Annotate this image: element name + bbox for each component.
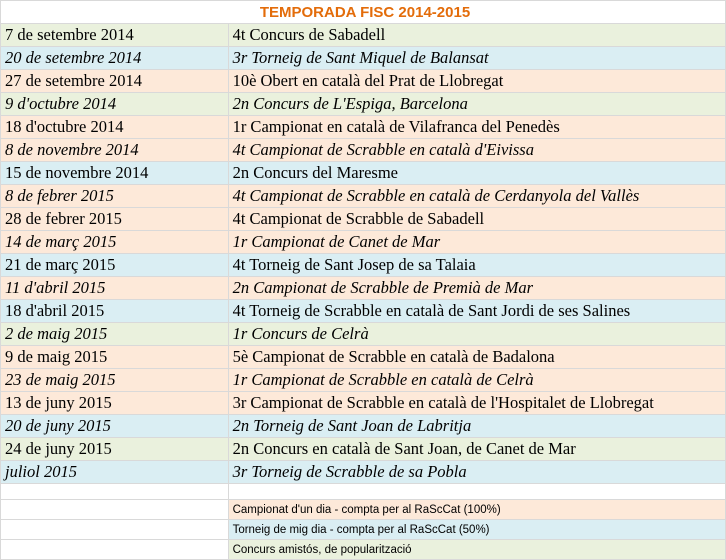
event-row [1,70,726,93]
event-name: 2n Concurs de L'Espiga, Barcelona [228,93,725,116]
event-name: 1r Concurs de Celrà [228,323,725,346]
event-row [1,346,726,369]
event-date: 28 de febrer 2015 [1,208,229,231]
event-date: 11 d'abril 2015 [1,277,229,300]
event-name: 3r Torneig de Scrabble de sa Pobla [228,461,725,484]
event-date: 15 de novembre 2014 [1,162,229,185]
event-name: 2n Campionat de Scrabble de Premià de Mar [228,277,725,300]
event-date: 9 de maig 2015 [1,346,229,369]
event-row [1,93,726,116]
event-row [1,438,726,461]
event-name: 2n Concurs en català de Sant Joan, de Canet de Mar [228,438,725,461]
empty-cell [228,484,725,500]
event-date: 13 de juny 2015 [1,392,229,415]
legend-row [1,540,726,560]
event-date: 27 de setembre 2014 [1,70,229,93]
event-date: 24 de juny 2015 [1,438,229,461]
empty-row [1,484,726,500]
event-row [1,369,726,392]
event-row [1,300,726,323]
event-row [1,415,726,438]
event-name: 2n Concurs del Maresme [228,162,725,185]
event-row [1,277,726,300]
event-date: 21 de març 2015 [1,254,229,277]
event-name: 3r Torneig de Sant Miquel de Balansat [228,47,725,70]
event-row [1,461,726,484]
event-date: 20 de setembre 2014 [1,47,229,70]
event-row [1,185,726,208]
event-row [1,139,726,162]
event-date: 14 de març 2015 [1,231,229,254]
event-row [1,254,726,277]
event-name: 4t Torneig de Scrabble en català de Sant Jordi de ses Salines [228,300,725,323]
event-date: 8 de febrer 2015 [1,185,229,208]
season-title: TEMPORADA FISC 2014-2015 [1,1,726,24]
event-name: 1r Campionat de Scrabble en català de Celrà [228,369,725,392]
event-date: 8 de novembre 2014 [1,139,229,162]
season-calendar-body [1,1,726,560]
event-row [1,323,726,346]
event-row [1,208,726,231]
event-name: 1r Campionat de Canet de Mar [228,231,725,254]
legend-row [1,500,726,520]
event-date: 9 d'octubre 2014 [1,93,229,116]
event-name: 4t Campionat de Scrabble de Sabadell [228,208,725,231]
event-name: 5è Campionat de Scrabble en català de Badalona [228,346,725,369]
event-date: 2 de maig 2015 [1,323,229,346]
legend-entry: Torneig de mig dia - compta per al RaScCat (50%) [228,520,725,540]
event-name: 4t Campionat de Scrabble en català de Cerdanyola del Vallès [228,185,725,208]
event-row [1,231,726,254]
event-row [1,24,726,47]
event-name: 10è Obert en català del Prat de Llobregat [228,70,725,93]
title-row [1,1,726,24]
event-name: 3r Campionat de Scrabble en català de l'Hospitalet de Llobregat [228,392,725,415]
legend-spacer-cell [1,540,229,560]
event-name: 4t Torneig de Sant Josep de sa Talaia [228,254,725,277]
event-date: 23 de maig 2015 [1,369,229,392]
event-row [1,116,726,139]
event-date: 18 d'abril 2015 [1,300,229,323]
event-name: 4t Concurs de Sabadell [228,24,725,47]
event-row [1,162,726,185]
event-name: 2n Torneig de Sant Joan de Labritja [228,415,725,438]
legend-spacer-cell [1,520,229,540]
event-row [1,47,726,70]
empty-cell [1,484,229,500]
event-date: 20 de juny 2015 [1,415,229,438]
legend-entry: Concurs amistós, de popularització [228,540,725,560]
event-date: 7 de setembre 2014 [1,24,229,47]
event-name: 1r Campionat en català de Vilafranca del Penedès [228,116,725,139]
legend-spacer-cell [1,500,229,520]
event-row [1,392,726,415]
legend-row [1,520,726,540]
event-name: 4t Campionat de Scrabble en català d'Eivissa [228,139,725,162]
event-date: 18 d'octubre 2014 [1,116,229,139]
legend-entry: Campionat d'un dia - compta per al RaScCat (100%) [228,500,725,520]
event-date: juliol 2015 [1,461,229,484]
